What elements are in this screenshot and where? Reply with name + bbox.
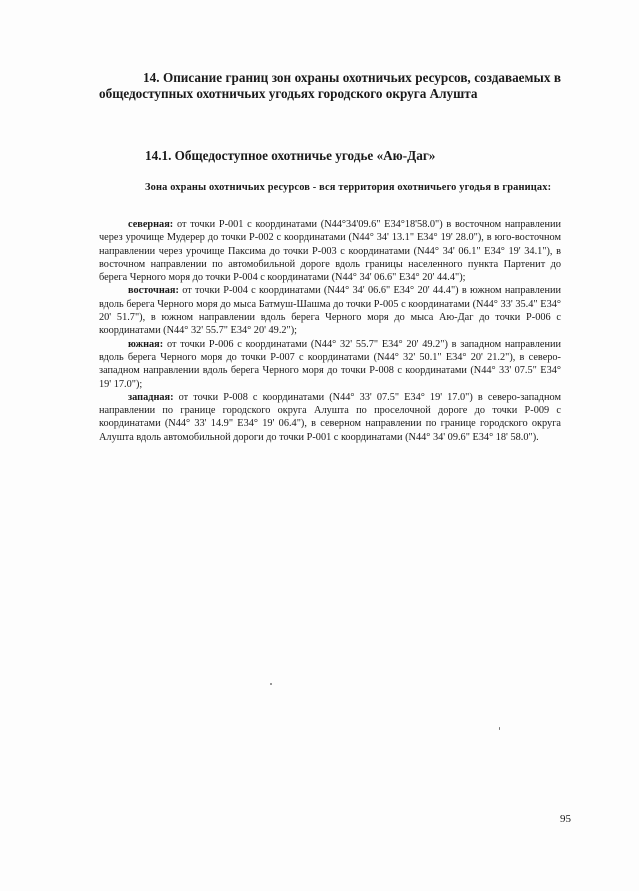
border-paragraph-north: [99, 218, 561, 284]
scan-speck: [499, 727, 500, 730]
scan-speck: [270, 683, 272, 685]
border-direction-north: северная:: [128, 219, 174, 230]
zone-intro-text: Зона охраны охотничьих ресурсов - вся территория охотничьего угодья в границах:: [145, 182, 552, 193]
section-number: 14.: [143, 70, 160, 85]
subsection-title: Общедоступное охотничье угодье «Аю-Даг»: [174, 148, 436, 163]
border-direction-west: западная:: [128, 391, 174, 403]
border-paragraph-south: [99, 338, 561, 391]
border-paragraph-east: [99, 284, 561, 337]
subsection-heading: [145, 148, 435, 164]
border-text-south: от точки Р-006 с координатами (N44° 32' 55.7" E34° 20' 49.2") в западном направлении вдоль берега Черного моря до точки Р-007 с координатами (N44° 32' 50.1" E34° 20' 21.2"), в северо-западном направлении вдоль берега Черного моря до точки Р-008 с координатами (N44° 33' 07.5" E34° 19' 17.0");: [99, 338, 561, 390]
border-paragraph-west: [99, 391, 561, 444]
border-text-east: от точки Р-004 с координатами (N44° 34' 06.6" E34° 20' 44.4") в южном направлении вдоль берега Черного моря до мыса Батмуш-Шашма до точки Р-005 с координатами (N44° 33' 35.4" E34° 20' 51.7"), в южном направлении вдоль берега Черного моря до мыса Аю-Даг до точки Р-006 с координатами (N44° 32' 55.7" E34° 20' 49.2");: [99, 285, 562, 337]
border-text-west: от точки Р-008 с координатами (N44° 33' 07.5" E34° 19' 17.0") в северо-западном направлении по границе городского округа Алушта по проселочной дороге до точки Р-009 с координатами (N44° 33' 14.9" E34° 19' 06.4"), в северном направлении по границе городского округа Алушта вдоль автомобильной дороги до точки Р-001 с координатами (N44° 34' 09.6" E34° 18' 58.0").: [99, 391, 562, 443]
border-direction-east: восточная:: [128, 285, 179, 297]
section-title: Описание границ зон охраны охотничьих ресурсов, создаваемых в общедоступных охотничьих угодьях городского округа Алушта: [99, 70, 561, 101]
page-number: 95: [560, 813, 571, 825]
border-text-north: от точки Р-001 с координатами (N44°34'09.6" E34°18'58.0") в восточном направлении через урочище Мудерер до точки Р-002 с координатами (N44° 34' 13.1" E34° 19' 28.0"), в юго-восточном направлении через урочище Паксима до точки Р-003 с координатами (N44° 34' 06.1" E34° 19' 34.1"), в восточном направлении по автомобильной дороге вдоль границы населенного пункта Партенит до берега Черного моря до точки Р-004 с координатами (N44° 34' 06.6" E34° 20' 44.4");: [99, 219, 562, 284]
section-heading: [99, 70, 561, 102]
subsection-number: 14.1.: [145, 148, 172, 163]
border-direction-south: южная:: [128, 338, 164, 350]
borders-description: [99, 218, 561, 444]
